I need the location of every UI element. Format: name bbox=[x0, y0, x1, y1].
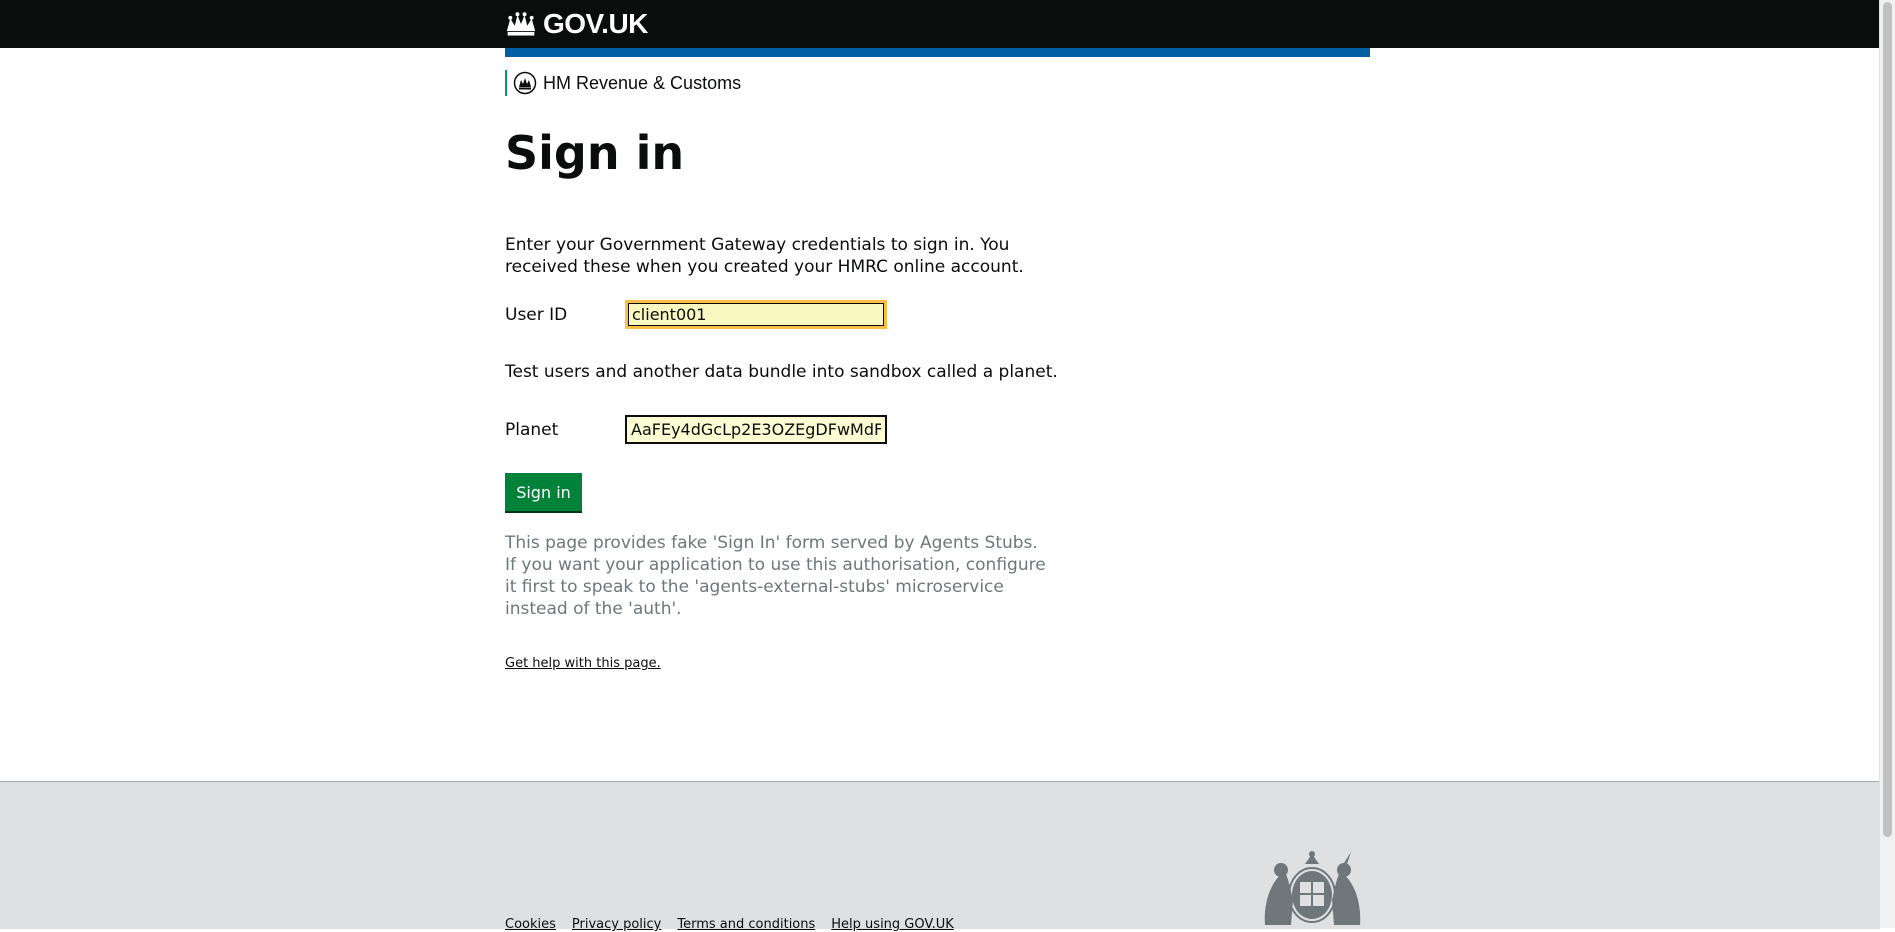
scrollbar-thumb[interactable] bbox=[1883, 2, 1892, 837]
page-title: Sign in bbox=[505, 126, 685, 180]
planet-note: Test users and another data bundle into sandbox called a planet. bbox=[505, 362, 1058, 382]
royal-coat-of-arms-icon bbox=[1255, 850, 1370, 930]
footer bbox=[0, 781, 1880, 932]
crown-icon bbox=[505, 11, 537, 37]
footer-link-privacy[interactable]: Privacy policy bbox=[571, 917, 662, 932]
intro-text: Enter your Government Gateway credentials to sign in. You received these when you created your HMRC online account. bbox=[505, 235, 1024, 277]
header-blue-bar bbox=[505, 48, 1370, 57]
user-id-input[interactable] bbox=[625, 300, 887, 329]
stub-disclaimer: This page provides fake 'Sign In' form served by Agents Stubs. If you want your application to use this authorisation, configure it first to speak to the 'agents-external-stubs' microservice instead of the 'auth'. bbox=[505, 533, 1046, 619]
footer-links bbox=[505, 917, 954, 932]
footer-link-terms[interactable]: Terms and conditions bbox=[677, 917, 816, 932]
govuk-logo-text: GOV.UK bbox=[543, 8, 648, 39]
govuk-logo-link[interactable] bbox=[505, 8, 648, 40]
planet-label: Planet bbox=[505, 420, 559, 440]
footer-link-cookies[interactable]: Cookies bbox=[505, 917, 556, 932]
sign-in-button[interactable]: Sign in bbox=[505, 473, 582, 511]
user-id-label: User ID bbox=[505, 305, 568, 325]
govuk-header bbox=[0, 0, 1880, 48]
organisation-banner bbox=[505, 70, 741, 96]
page-scrollbar[interactable] bbox=[1879, 0, 1895, 928]
footer-link-help[interactable]: Help using GOV.UK bbox=[831, 917, 954, 932]
organisation-name: HM Revenue & Customs bbox=[543, 72, 742, 93]
planet-input[interactable] bbox=[625, 415, 887, 444]
hmrc-crest-icon bbox=[513, 71, 537, 95]
get-help-link[interactable]: Get help with this page. bbox=[505, 656, 661, 671]
